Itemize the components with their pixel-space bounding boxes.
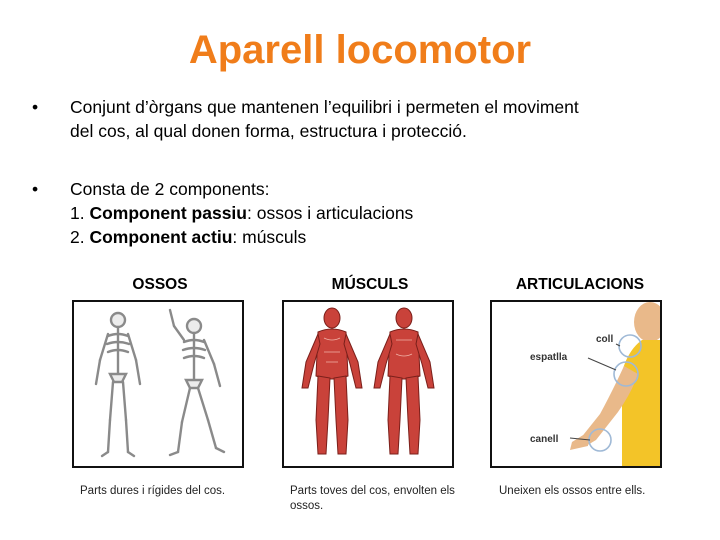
label-coll: coll [596,334,614,345]
item-number: 1. [70,203,90,223]
muscle-illustration [284,302,452,466]
bullet-components [32,177,682,249]
bullet-marker: • [32,97,39,117]
skeleton-image [72,300,244,468]
definition-line-1: Conjunt d’òrgans que mantenen l’equilibri i permeten el moviment [70,97,579,117]
item-strong: Component passiu [89,203,247,223]
item-rest: : ossos i articulacions [246,203,414,223]
components-intro: Consta de 2 components: [70,179,270,199]
caption-ossos: Parts dures i rígides del cos. [80,485,226,497]
item-number: 2. [70,227,90,247]
bullet-definition [32,95,682,143]
component-item-passive [70,201,682,225]
joints-illustration [492,302,660,466]
skeleton-illustration [74,302,242,466]
bullet-marker: • [32,179,39,199]
heading-ossos: OSSOS [132,276,188,293]
caption-articulacions: Uneixen els ossos entre ells. [499,485,646,497]
heading-articulacions: ARTICULACIONS [515,276,645,293]
joints-image [490,300,662,468]
item-strong: Component actiu [89,227,233,247]
label-espatlla: espatlla [530,352,568,363]
heading-musculs: MÚSCULS [331,276,409,293]
caption-musculs: Parts toves del cos, envolten els ossos. [290,485,455,512]
label-canell: canell [530,434,559,445]
page-title: Aparell locomotor [188,28,532,72]
component-item-active [70,225,682,249]
definition-line-2: del cos, al qual donen forma, estructura i protecció. [70,121,467,141]
muscles-image [282,300,454,468]
item-rest: : músculs [232,227,307,247]
